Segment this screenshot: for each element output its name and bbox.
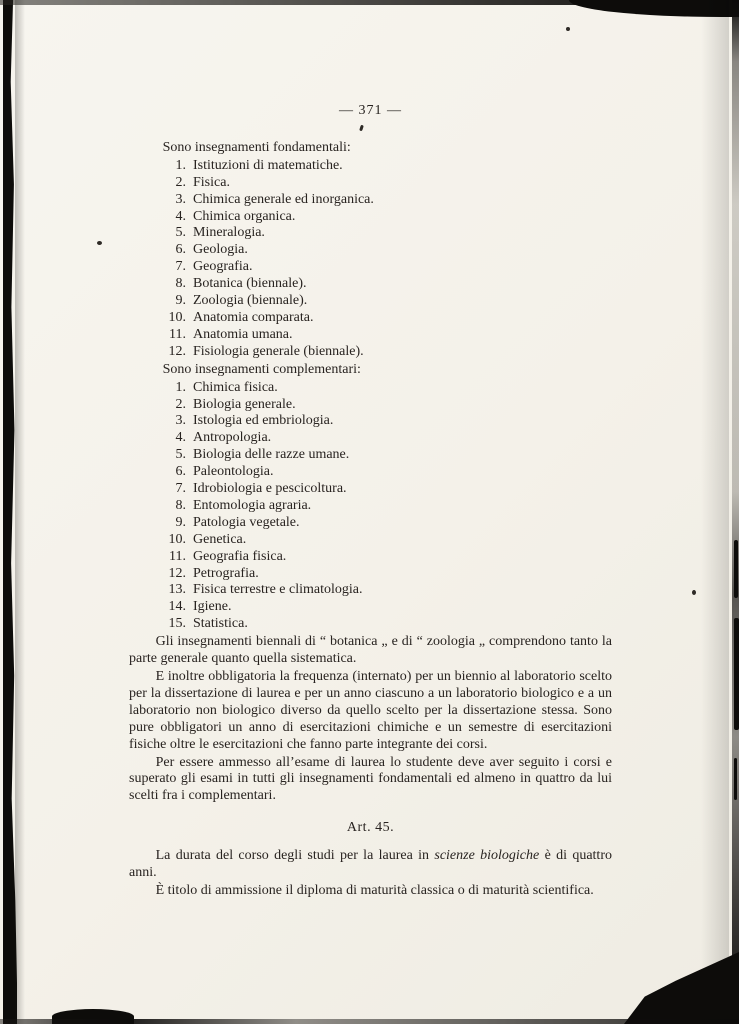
item-text: Istituzioni di matematiche. [193,157,343,173]
complementary-heading: Sono insegnamenti complementari: [162,361,361,377]
item-number: 6. [175,464,186,480]
item-number: 2. [175,174,186,190]
item-number: 7. [175,481,186,497]
scan-edge-right [732,0,739,1024]
item-text: Fisica terrestre e climatologia. [193,582,363,598]
list-item [159,515,612,532]
item-text: Igiene. [193,599,232,615]
scan-blob-bottom-right [624,952,739,1024]
list-item [159,158,612,175]
list-item [159,549,612,566]
list-item [159,464,612,481]
page-content [129,103,612,901]
item-text: Zoologia (biennale). [193,293,308,309]
item-number: 9. [175,514,186,530]
item-text: Petrografia. [193,565,259,581]
scan-speckle-right-margin [692,590,696,595]
list-item [159,532,612,549]
item-text: Istologia ed embriologia. [193,413,334,429]
paragraph-titolo-ammissione: È titolo di ammissione il diploma di maturità classica o di maturità scientifica. [155,882,594,898]
list-item [159,259,612,276]
item-text: Chimica generale ed inorganica. [193,191,374,207]
list-item [159,498,612,515]
item-number: 2. [175,396,186,412]
list-item [159,276,612,293]
item-text: Chimica fisica. [193,379,278,395]
list-item [159,447,612,464]
item-text: Fisiologia generale (biennale). [193,343,364,359]
list-item [159,599,612,616]
scan-speckle-left-margin [97,241,102,245]
list-item [159,192,612,209]
paragraph-biennali: Gli insegnamenti biennali di “ botanica „ e di “ zoologia „ comprendono tanto la parte generale quanto quella sistematica. [129,634,612,667]
item-text: Fisica. [193,174,230,190]
item-text: Patologia vegetale. [193,514,300,530]
item-number: 12. [168,343,186,359]
item-number: 3. [175,413,186,429]
item-number: 8. [175,276,186,292]
durata-text-end: è di quattro anni. [129,848,612,881]
item-number: 9. [175,293,186,309]
item-text: Antropologia. [193,430,272,446]
list-item [159,430,612,447]
item-number: 15. [168,616,186,632]
item-text: Idrobiologia e pescicoltura. [193,481,347,497]
complementary-list [159,380,612,634]
paragraph-ammissione-esame: Per essere ammesso all’esame di laurea lo studente deve aver seguito i corsi e superato gli esami in tutti gli insegnamenti fondamentali ed almeno in quattro da lui scelti fra i complementari. [129,754,612,804]
item-number: 1. [175,379,186,395]
item-number: 6. [175,242,186,258]
item-text: Statistica. [193,616,248,632]
item-number: 10. [168,531,186,547]
item-text: Anatomia umana. [193,326,293,342]
item-text: Geografia fisica. [193,548,287,564]
item-text: Biologia generale. [193,396,296,412]
durata-text-start: La durata del corso degli studi per la laurea in [155,848,435,864]
paragraph-durata [129,848,612,882]
item-number: 10. [168,309,186,325]
item-number: 5. [175,447,186,463]
list-item [159,566,612,583]
list-item [159,413,612,430]
item-number: 11. [169,326,186,342]
fundamental-heading: Sono insegnamenti fondamentali: [162,139,351,155]
item-number: 8. [175,497,186,513]
item-number: 4. [175,208,186,224]
item-text: Chimica organica. [193,208,296,224]
list-item [159,209,612,226]
list-item [159,225,612,242]
list-item [159,310,612,327]
list-item [159,293,612,310]
list-item [159,175,612,192]
item-number: 13. [168,582,186,598]
list-item [159,242,612,259]
item-text: Geografia. [193,259,253,275]
scan-edge-bottom [0,1019,739,1024]
item-text: Genetica. [193,531,247,547]
list-item [159,327,612,344]
item-text: Botanica (biennale). [193,276,307,292]
list-item [159,582,612,599]
item-number: 12. [168,565,186,581]
item-text: Paleontologia. [193,464,274,480]
list-item [159,481,612,498]
item-text: Entomologia agraria. [193,497,312,513]
item-number: 7. [175,259,186,275]
list-item [159,616,612,633]
scan-mark-right-2 [734,618,739,730]
item-text: Anatomia comparata. [193,309,314,325]
item-number: 3. [175,191,186,207]
scan-edge-right-shadow [701,0,729,1024]
item-number: 11. [169,548,186,564]
item-number: 14. [168,599,186,615]
scan-mark-right-3 [734,758,737,800]
item-text: Geologia. [193,242,248,258]
item-number: 4. [175,430,186,446]
scan-speckle-top-right [566,27,570,31]
list-item [159,344,612,361]
item-number: 5. [175,225,186,241]
durata-italic-phrase: scienze biologiche [434,848,540,864]
item-text: Mineralogia. [193,225,265,241]
fundamental-list [159,158,612,361]
scan-edge-left-haze [15,0,25,1024]
list-item [159,380,612,397]
article-heading: Art. 45. [346,820,395,836]
scan-mark-right-1 [734,540,738,598]
page-number: — 371 — [339,103,402,118]
item-number: 1. [175,157,186,173]
item-text: Biologia delle razze umane. [193,447,350,463]
paragraph-frequenza: E inoltre obbligatoria la frequenza (internato) per un biennio al laboratorio scelto per la dissertazione di laurea e per un anno ciascuno a un laboratorio biologico e a un laboratorio non biologico diverso da quello scelto per la dissertazione stessa. Sono pure obbligatori un anno di esercitazioni chimiche e un semestre di esercitazioni fisiche oltre le esercitazioni che fanno parte integrante dei corsi. [129,669,612,752]
list-item [159,397,612,414]
